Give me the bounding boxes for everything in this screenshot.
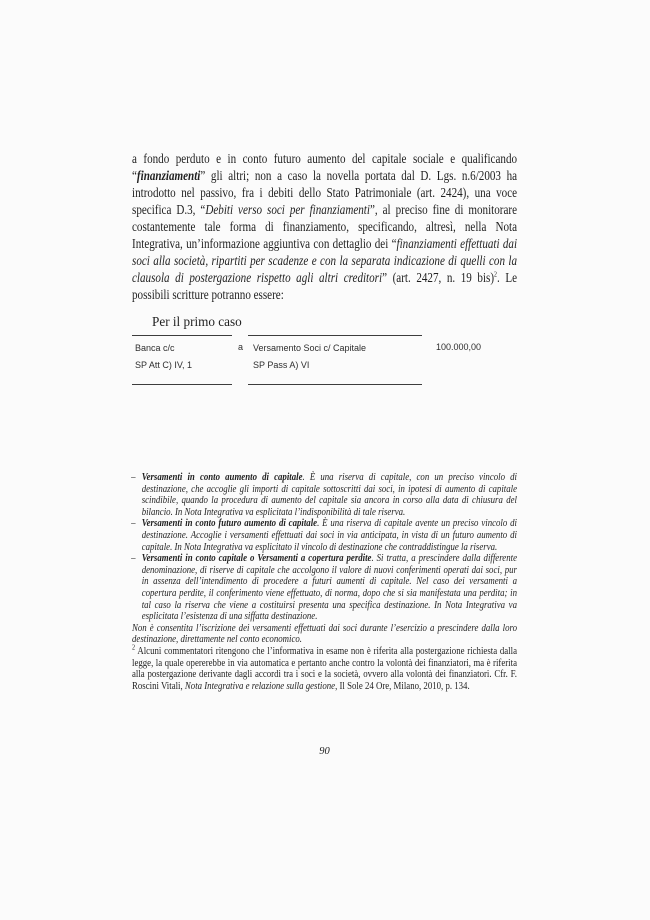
debit-account-label: Banca c/c	[135, 343, 175, 353]
body-paragraph: a fondo perduto e in conto futuro aumento del capitale sociale e qualificando “finanziamenti” gli altri; non a caso la novella portata dal D. Lgs. n.6/2003 ha introdotto nel passivo, fra i debiti dello Stato Patrimoniale (art. 2424), una voce specifica D.3, “Debiti verso soci per finanziamenti”, al preciso fine di monitorare costantemente tale forma di finanziamento, specificando, altresì, nella Nota Integrativa, un’informazione aggiuntiva con dettaglio dei “finanziamenti effettuati dai soci alla società, ripartiti per scadenze e con la separata indicazione di quelli con la clausola di postergazione rispetto agli altri creditori” (art. 2427, n. 19 bis)$^2$. Le possibili scritture potranno essere:	[132, 151, 518, 302]
list-item-text: Versamenti in conto capitale o Versamenti a copertura perdite. Si tratta, a prescindere dalla differente denominazione, di riserve di capitale che accolgono il valore di nuovi conferimenti operati dai soci, pur in assenza dell’intendimento di procedere a futuri aumenti di capitale. Nel caso dei versamenti a copertura perdite, il conferimento viene effettuato, di norma, dopo che si sia manifestata una perdita; in tal caso la riserva che viene a costituirsi presenta una specifica destinazione. In Nota Integrativa va esplicitata l’esistenza di una siffatta destinazione.	[141, 553, 517, 623]
journal-connector-a: a	[238, 342, 244, 352]
notes-section	[132, 472, 517, 692]
list-item	[132, 518, 517, 553]
journal-entry-schema	[132, 335, 517, 386]
dash-marker: –	[131, 518, 136, 530]
journal-debit-column	[132, 335, 232, 385]
list-item	[132, 472, 517, 518]
list-item-text: Versamenti in conto futuro aumento di capitale. È una riserva di capitale avente un preciso vincolo di destinazione. Accoglie i versamenti effettuati dai soci in via anticipata, in vista di un futuro aumento di capitale. In Nota Integrativa va esplicitato il vincolo di destinazione che contraddistingue la riserva.	[141, 518, 518, 553]
list-item	[132, 553, 517, 623]
closing-note: Non è consentita l’iscrizione dei versamenti effettuati dai soci durante l’esercizio a prescindere dalla loro destinazione, direttamente nel conto economico.	[132, 622, 517, 646]
footnote-2: $^2$ Alcuni commentatori ritengono che l’informativa in esame non è riferita alla postergazione richiesta dalla legge, la quale opererebbe in via automatica e pertanto anche contro la volontà dei finanziatori, ma è riferita alla postergazione derivante dagli accordi tra i soci e la società, ovvero alla volontà dei finanziatori. Cfr. F. Roscini Vitali, Nota Integrativa e relazione sulla gestione, Il Sole 24 Ore, Milano, 2010, p. 134.	[132, 643, 517, 692]
list-item-text: Versamenti in conto aumento di capitale. È una riserva di capitale, con un preciso vincolo di destinazione, che accoglie gli importi di capitale sottoscritti dai soci, in ipotesi di aumento di capitale scindibile, quando la procedura di aumento del capitale sia ancora in corso alla data di chiusura del bilancio. In Nota Integrativa va esplicitata l’indisponibilità di tale riserva.	[141, 472, 517, 518]
page-content	[131, 150, 518, 757]
case-intro-line: Per il primo caso	[152, 314, 242, 329]
dash-marker: –	[131, 472, 136, 483]
dash-marker: –	[131, 553, 136, 565]
debit-balance-sheet-ref: SP Att C) IV, 1	[135, 360, 193, 370]
credit-account-label: Versamento Soci c/ Capitale	[253, 343, 367, 353]
journal-credit-column	[248, 335, 422, 385]
credit-balance-sheet-ref: SP Pass A) VI	[253, 360, 310, 370]
journal-amount: 100.000,00	[436, 342, 482, 352]
page-number: 90	[319, 746, 330, 757]
